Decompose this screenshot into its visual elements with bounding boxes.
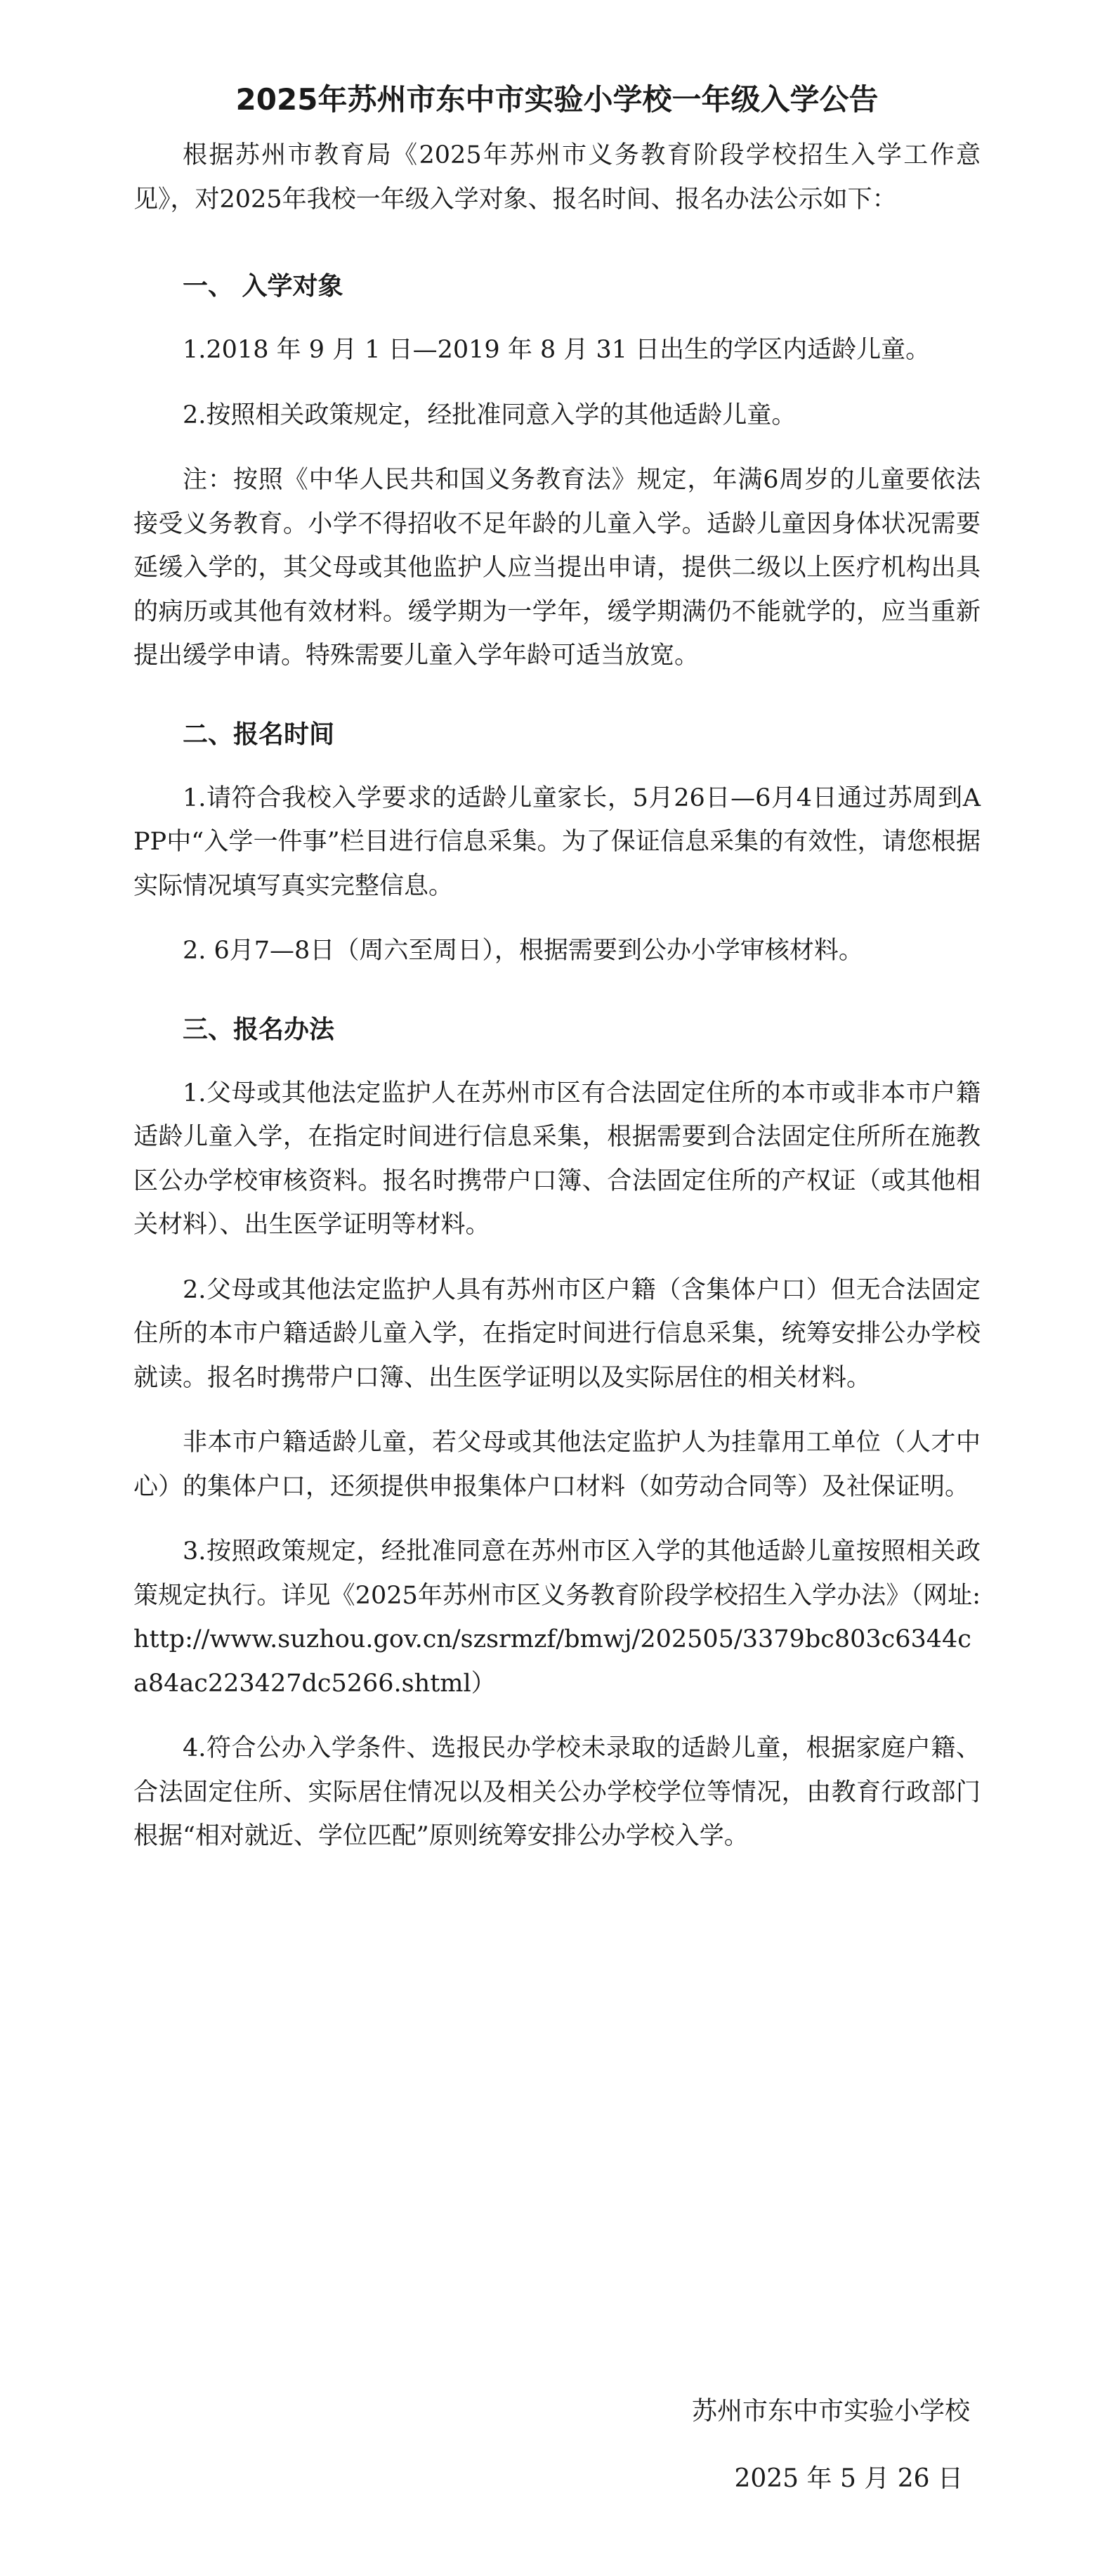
paragraph-birthdate-range: 1.2018 年 9 月 1 日—2019 年 8 月 31 日出生的学区内适龄儿童。 — [183, 336, 931, 364]
paragraph-no-fixed-residence: 2.父母或其他法定监护人具有苏州市区户籍（含集体户口）但无合法固定住所的本市户籍适龄儿童入学，在指定时间进行信息采集，统筹安排公办学校就读。报名时携带户口簿、出生医学证明以及实际居住的相关材料。 — [133, 1275, 981, 1392]
paragraph-approved-children: 2.按照相关政策规定，经批准同意入学的其他适龄儿童。 — [183, 401, 797, 429]
paragraph-material-review: 2. 6月7—8日（周六至周日），根据需要到公办小学审核材料。 — [183, 937, 863, 965]
signature-organization: 苏州市东中市实验小学校 — [691, 2397, 970, 2426]
paragraph-private-school-fallback: 4.符合公办入学条件、选报民办学校未录取的适龄儿童，根据家庭户籍、合法固定住所、实际居住情况以及相关公办学校学位等情况，由教育行政部门根据“相对就近、学位匹配”原则统筹安排公办学校入学。 — [133, 1734, 981, 1850]
paragraph-fixed-residence: 1.父母或其他法定监护人在苏州市区有合法固定住所的本市或非本市户籍适龄儿童入学，在指定时间进行信息采集，根据需要到合法固定住所所在施教区公办学校审核资料。报名时携带户口簿、合法固定住所的产权证（或其他相关材料）、出生医学证明等材料。 — [133, 1079, 981, 1239]
paragraph-policy-reference: 3.按照政策规定，经批准同意在苏州市区入学的其他适龄儿童按照相关政策规定执行。详见《2025年苏州市区义务教育阶段学校招生入学办法》（网址:http://www.suzhou.gov.cn/szsrmzf/bmwj/202505/3379bc803c6344ca84ac223427dc5266.shtml） — [133, 1537, 981, 1698]
section-heading-registration-time: 二、报名时间 — [183, 720, 335, 749]
paragraph-note: 注：按照《中华人民共和国义务教育法》规定，年满6周岁的儿童要依法接受义务教育。小学不得招收不足年龄的儿童入学。适龄儿童因身体状况需要延缓入学的，其父母或其他监护人应当提出申请，提供二级以上医疗机构出具的病历或其他有效材料。缓学期为一学年，缓学期满仍不能就学的，应当重新提出缓学申请。特殊需要儿童入学年龄可适当放宽。 — [133, 466, 981, 670]
intro-paragraph: 根据苏州市教育局《2025年苏州市义务教育阶段学校招生入学工作意见》，对2025年我校一年级入学对象、报名时间、报名办法公示如下： — [133, 141, 981, 214]
paragraph-info-collection: 1.请符合我校入学要求的适龄儿童家长，5月26日—6月4日通过苏周到APP中“入学一件事”栏目进行信息采集。为了保证信息采集的有效性，请您根据实际情况填写真实完整信息。 — [133, 783, 981, 900]
section-heading-enrollment-targets: 一、 入学对象 — [183, 272, 343, 301]
section-heading-registration-method: 三、报名办法 — [183, 1015, 335, 1044]
signature-date: 2025 年 5 月 26 日 — [734, 2464, 963, 2493]
paragraph-non-local-collective: 非本市户籍适龄儿童，若父母或其他法定监护人为挂靠用工单位（人才中心）的集体户口，还须提供申报集体户口材料（如劳动合同等）及社保证明。 — [133, 1429, 981, 1501]
document-title: 2025年苏州市东中市实验小学校一年级入学公告 — [235, 82, 879, 117]
